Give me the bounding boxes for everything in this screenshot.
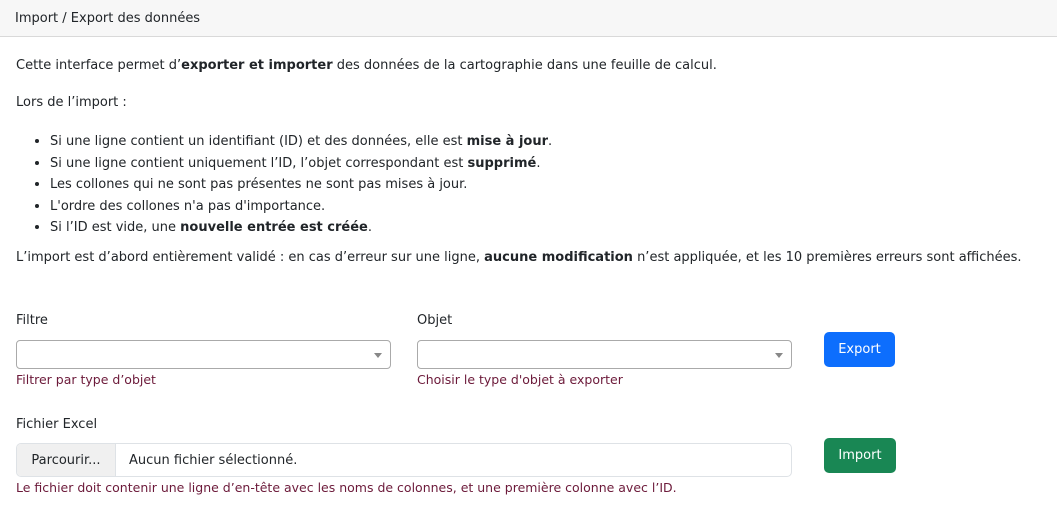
intro-text: Cette interface permet d’exporter et importer des données de la cartographie dans une feuille de calcul. (16, 58, 717, 73)
rule-item: • Les collones qui ne sont pas présentes ne sont pas mises à jour. (50, 174, 552, 196)
validation-text: L’import est d’abord entièrement validé : en cas d’erreur sur une ligne, aucune modification n’est appliquée, et les 10 premières erreurs sont affichées. (16, 250, 1022, 265)
chevron-down-icon (374, 353, 382, 358)
rule-item: • Si une ligne contient un identifiant (ID) et des données, elle est mise à jour. (50, 131, 552, 153)
filtre-select[interactable] (16, 340, 391, 369)
chevron-down-icon (775, 353, 783, 358)
filtre-label: Filtre (16, 313, 48, 328)
file-input[interactable] (16, 443, 792, 477)
file-name: Aucun fichier sélectionné. (129, 452, 298, 468)
objet-select[interactable] (417, 340, 792, 369)
objet-hint: Choisir le type d'objet à exporter (417, 372, 623, 387)
fichier-hint: Le fichier doit contenir une ligne d’en-tête avec les noms de colonnes, et une première colonne avec l’ID. (16, 480, 677, 495)
browse-button[interactable]: Parcourir... (17, 444, 116, 476)
rule-item: • L'ordre des collones n'a pas d'importance. (50, 196, 552, 218)
rule-item: • Si l’ID est vide, une nouvelle entrée est créée. (50, 217, 552, 239)
import-rules-list (16, 131, 552, 239)
page-title: Import / Export des données (15, 10, 201, 26)
import-rules-heading: Lors de l’import : (16, 95, 127, 110)
fichier-label: Fichier Excel (16, 417, 98, 432)
import-button[interactable]: Import (824, 438, 896, 473)
rule-item: • Si une ligne contient uniquement l’ID, l’objet correspondant est supprimé. (50, 153, 552, 175)
export-button[interactable]: Export (824, 332, 895, 367)
filtre-hint: Filtrer par type d’objet (16, 372, 156, 387)
page-header (0, 0, 1057, 37)
objet-label: Objet (417, 313, 453, 328)
